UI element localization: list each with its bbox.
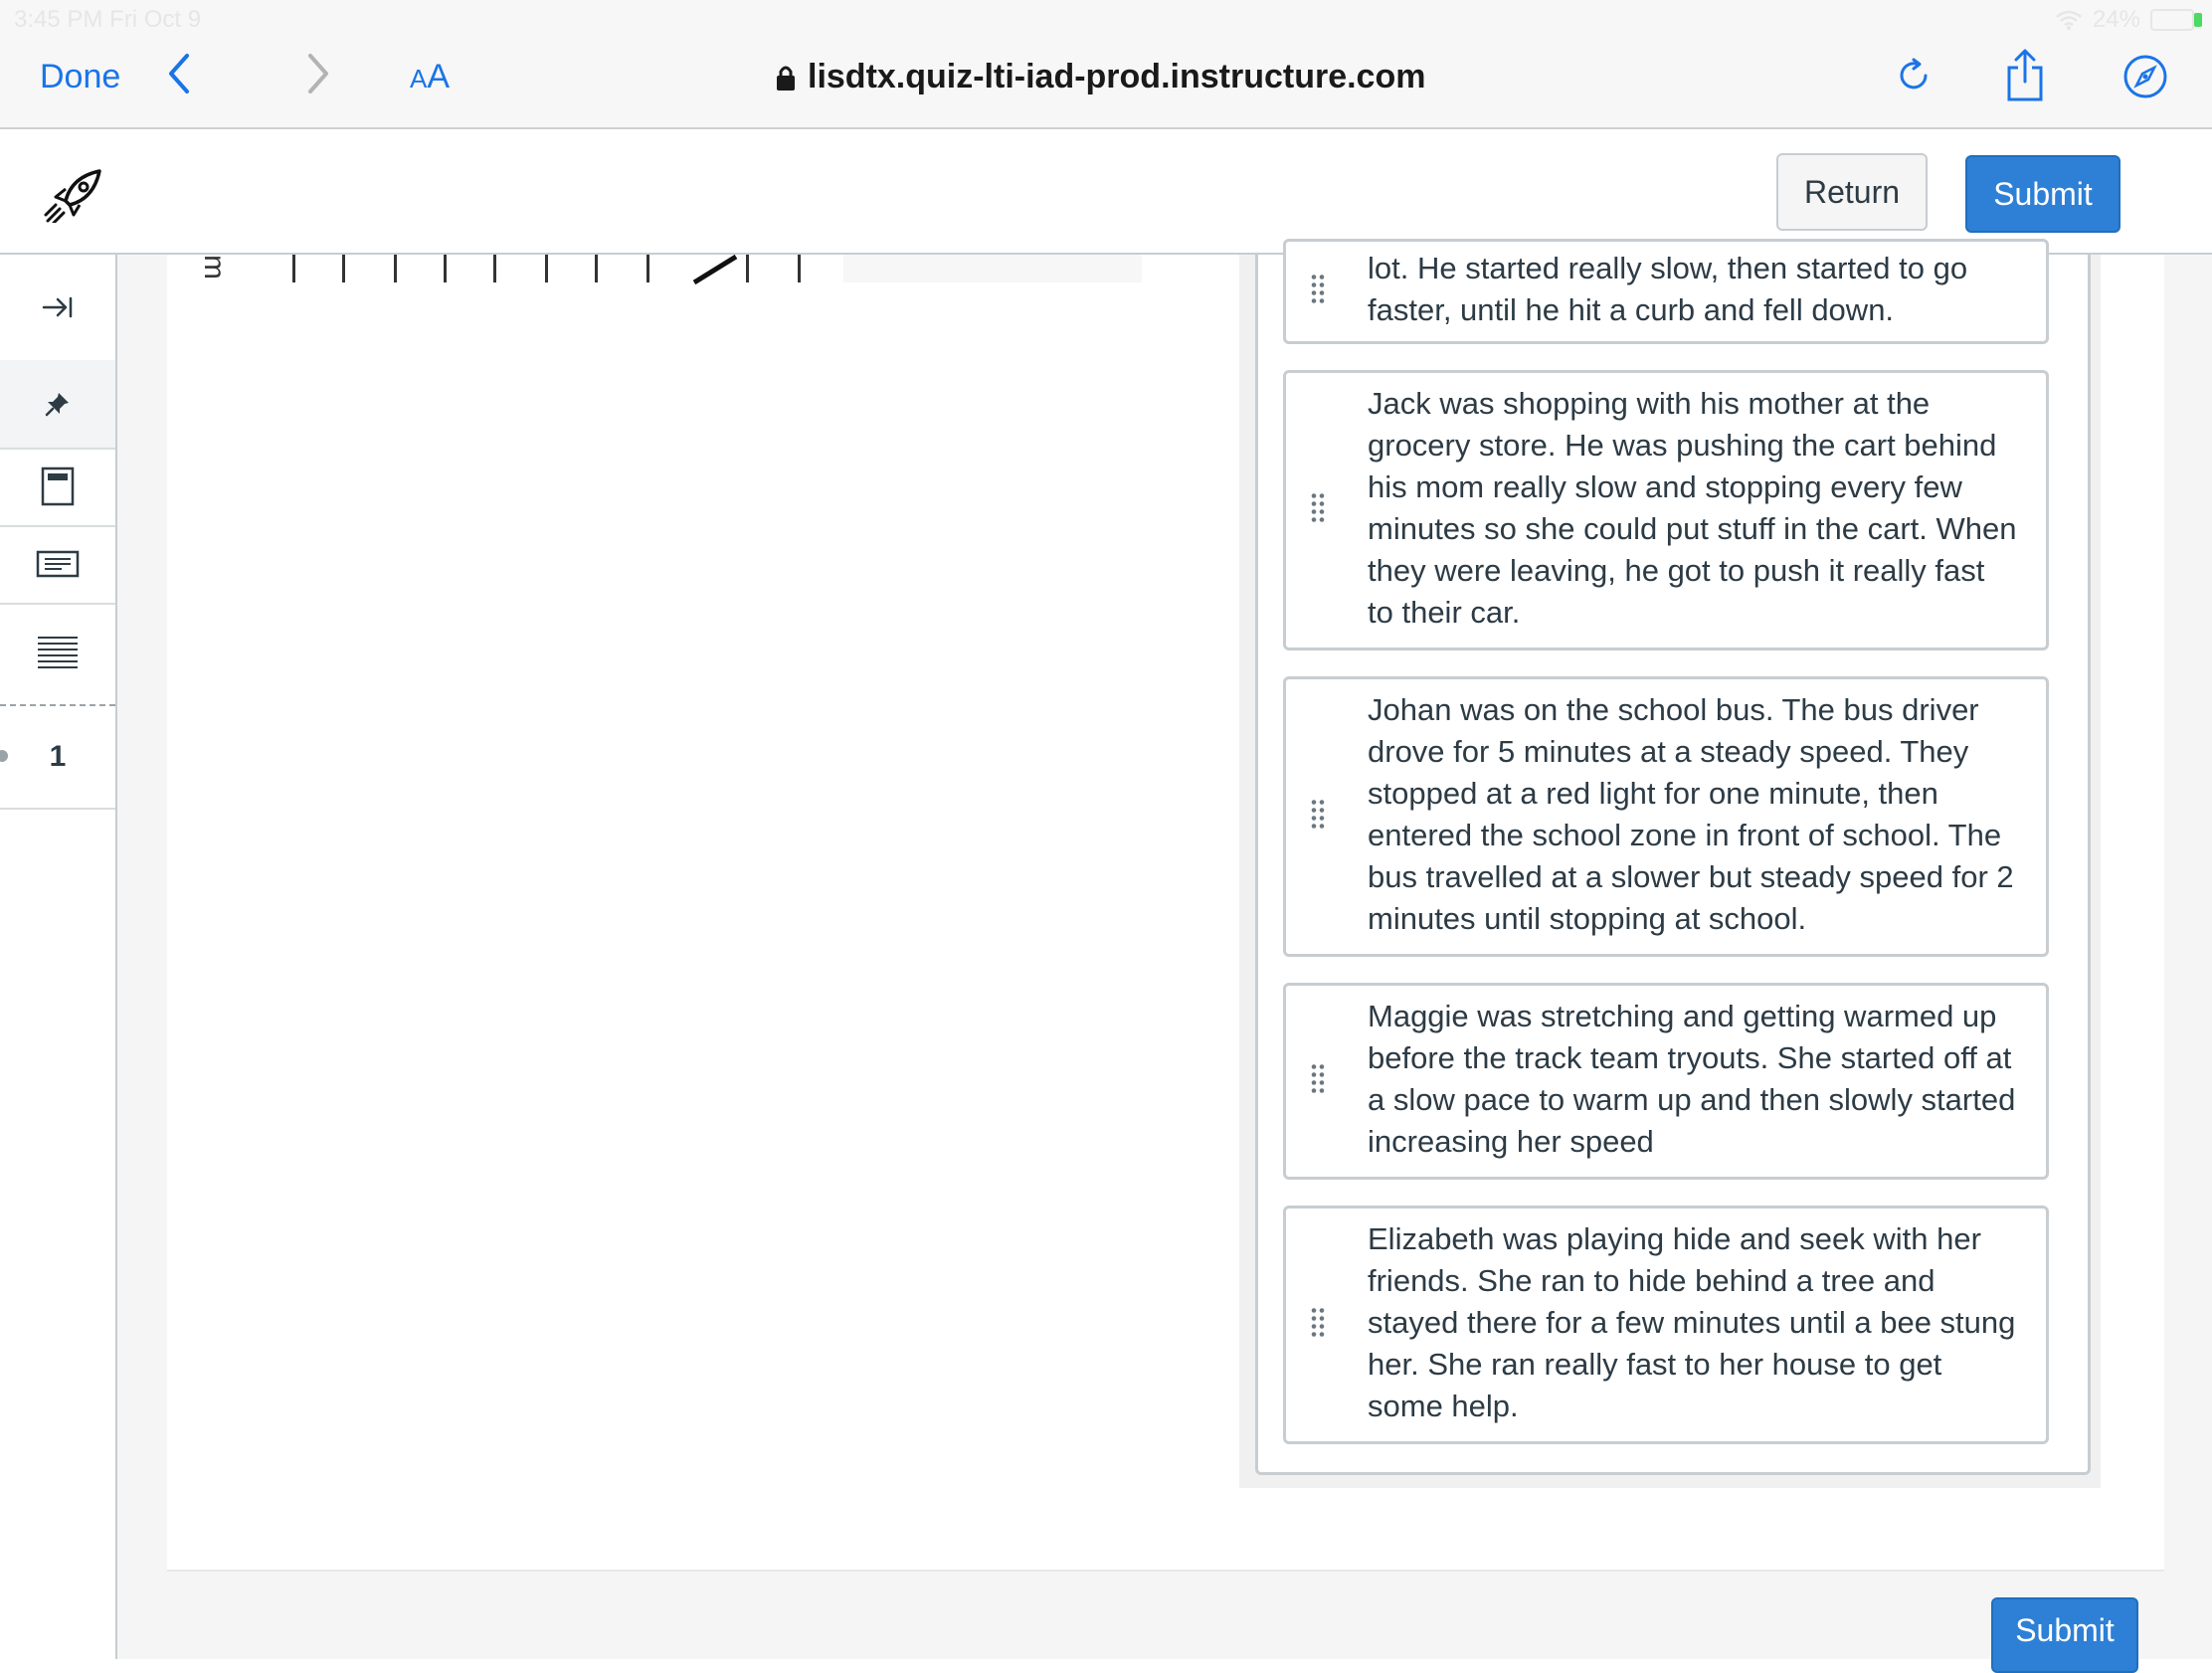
question-list-button[interactable]: [0, 603, 115, 706]
return-button[interactable]: Return: [1776, 153, 1928, 231]
story-card[interactable]: [1283, 239, 2049, 344]
drag-handle-icon[interactable]: [1310, 799, 1326, 836]
list-lines-icon: [37, 636, 79, 671]
notes-icon: [36, 550, 80, 578]
story-card[interactable]: [1283, 983, 2049, 1180]
question-number: 1: [49, 740, 67, 773]
graph-tick: [545, 255, 548, 282]
pin-button[interactable]: [0, 360, 115, 450]
story-text: lot. He started really slow, then started to go faster, until he hit a curb and fell down.: [1368, 251, 1968, 327]
graph-image-fragment: [167, 255, 843, 282]
graph-tick: [292, 255, 295, 282]
text-size-large: A: [427, 58, 451, 95]
url-text: lisdtx.quiz-lti-iad-prod.instructure.com: [808, 58, 1426, 95]
battery-icon: [2150, 9, 2194, 31]
graph-tick: [342, 255, 345, 282]
drag-handle-icon[interactable]: [1310, 1307, 1326, 1344]
text-size-small: A: [410, 64, 428, 93]
notes-button[interactable]: [0, 525, 115, 605]
forward-arrow-icon[interactable]: [304, 52, 332, 100]
graph-axis-label: m: [198, 255, 231, 279]
left-tool-rail: [0, 255, 117, 1659]
graph-tick: [798, 255, 801, 282]
wifi-icon: [2055, 10, 2083, 30]
compass-icon[interactable]: [2122, 54, 2168, 104]
browser-toolbar: [0, 0, 2212, 129]
story-card[interactable]: [1283, 1206, 2049, 1444]
story-text: Maggie was stretching and getting warmed up before the track team tryouts. She started off at a slow pace to warm up and then slowly started increasing her speed: [1368, 999, 2016, 1159]
arrow-to-right-icon: [42, 295, 74, 319]
app-header: [0, 129, 2212, 255]
back-arrow-icon[interactable]: [165, 52, 193, 100]
drag-handle-icon[interactable]: [1310, 1063, 1326, 1100]
graph-tick: [444, 255, 447, 282]
pin-icon: [45, 391, 71, 417]
question-number-button[interactable]: [0, 706, 115, 810]
calculator-button[interactable]: [0, 448, 115, 527]
status-right: [2055, 6, 2194, 34]
battery-percent: 24%: [2092, 6, 2140, 33]
graph-line-segment: [692, 255, 742, 284]
graph-tick: [746, 255, 749, 282]
graph-tick: [493, 255, 496, 282]
address-bar[interactable]: [776, 58, 1425, 96]
collapse-rail-button[interactable]: [0, 255, 115, 362]
story-card[interactable]: [1283, 676, 2049, 957]
rocket-icon: [44, 167, 103, 228]
story-text: Johan was on the school bus. The bus driver drove for 5 minutes at a steady speed. They stopped at a red light for one minute, then entered the school zone in front of school. The bus travelled at a slower but steady speed for 2 minutes until stopping at school.: [1368, 692, 2014, 936]
calculator-icon: [41, 466, 75, 506]
graph-tick: [394, 255, 397, 282]
footer-submit-button[interactable]: Submit: [1991, 1597, 2138, 1673]
status-time: 3:45 PM Fri Oct 9: [14, 6, 202, 33]
story-text: Elizabeth was playing hide and seek with her friends. She ran to hide behind a tree and stayed there for a few minutes until a bee stung her. She ran really fast to her house to get some help.: [1368, 1221, 2016, 1423]
share-icon[interactable]: [2005, 48, 2045, 106]
footer-divider: [167, 1570, 2164, 1572]
reload-icon[interactable]: [1894, 56, 1934, 100]
story-card[interactable]: [1283, 370, 2049, 651]
status-bar: [0, 0, 2212, 40]
submit-button[interactable]: Submit: [1965, 155, 2120, 233]
lock-icon: [776, 64, 796, 92]
graph-image-shade: [843, 255, 1142, 282]
current-question-indicator: [0, 750, 8, 762]
graph-tick: [595, 255, 598, 282]
story-text: Jack was shopping with his mother at the grocery store. He was pushing the cart behind his mom really slow and stopping every few minutes so she could put stuff in the cart. When they were leaving, he got to push it really fast to their car.: [1368, 386, 2017, 630]
drag-handle-icon[interactable]: [1310, 492, 1326, 529]
done-button[interactable]: Done: [40, 58, 121, 95]
text-size-button[interactable]: [410, 58, 450, 96]
graph-tick: [646, 255, 649, 282]
drag-handle-icon[interactable]: [1310, 274, 1326, 310]
